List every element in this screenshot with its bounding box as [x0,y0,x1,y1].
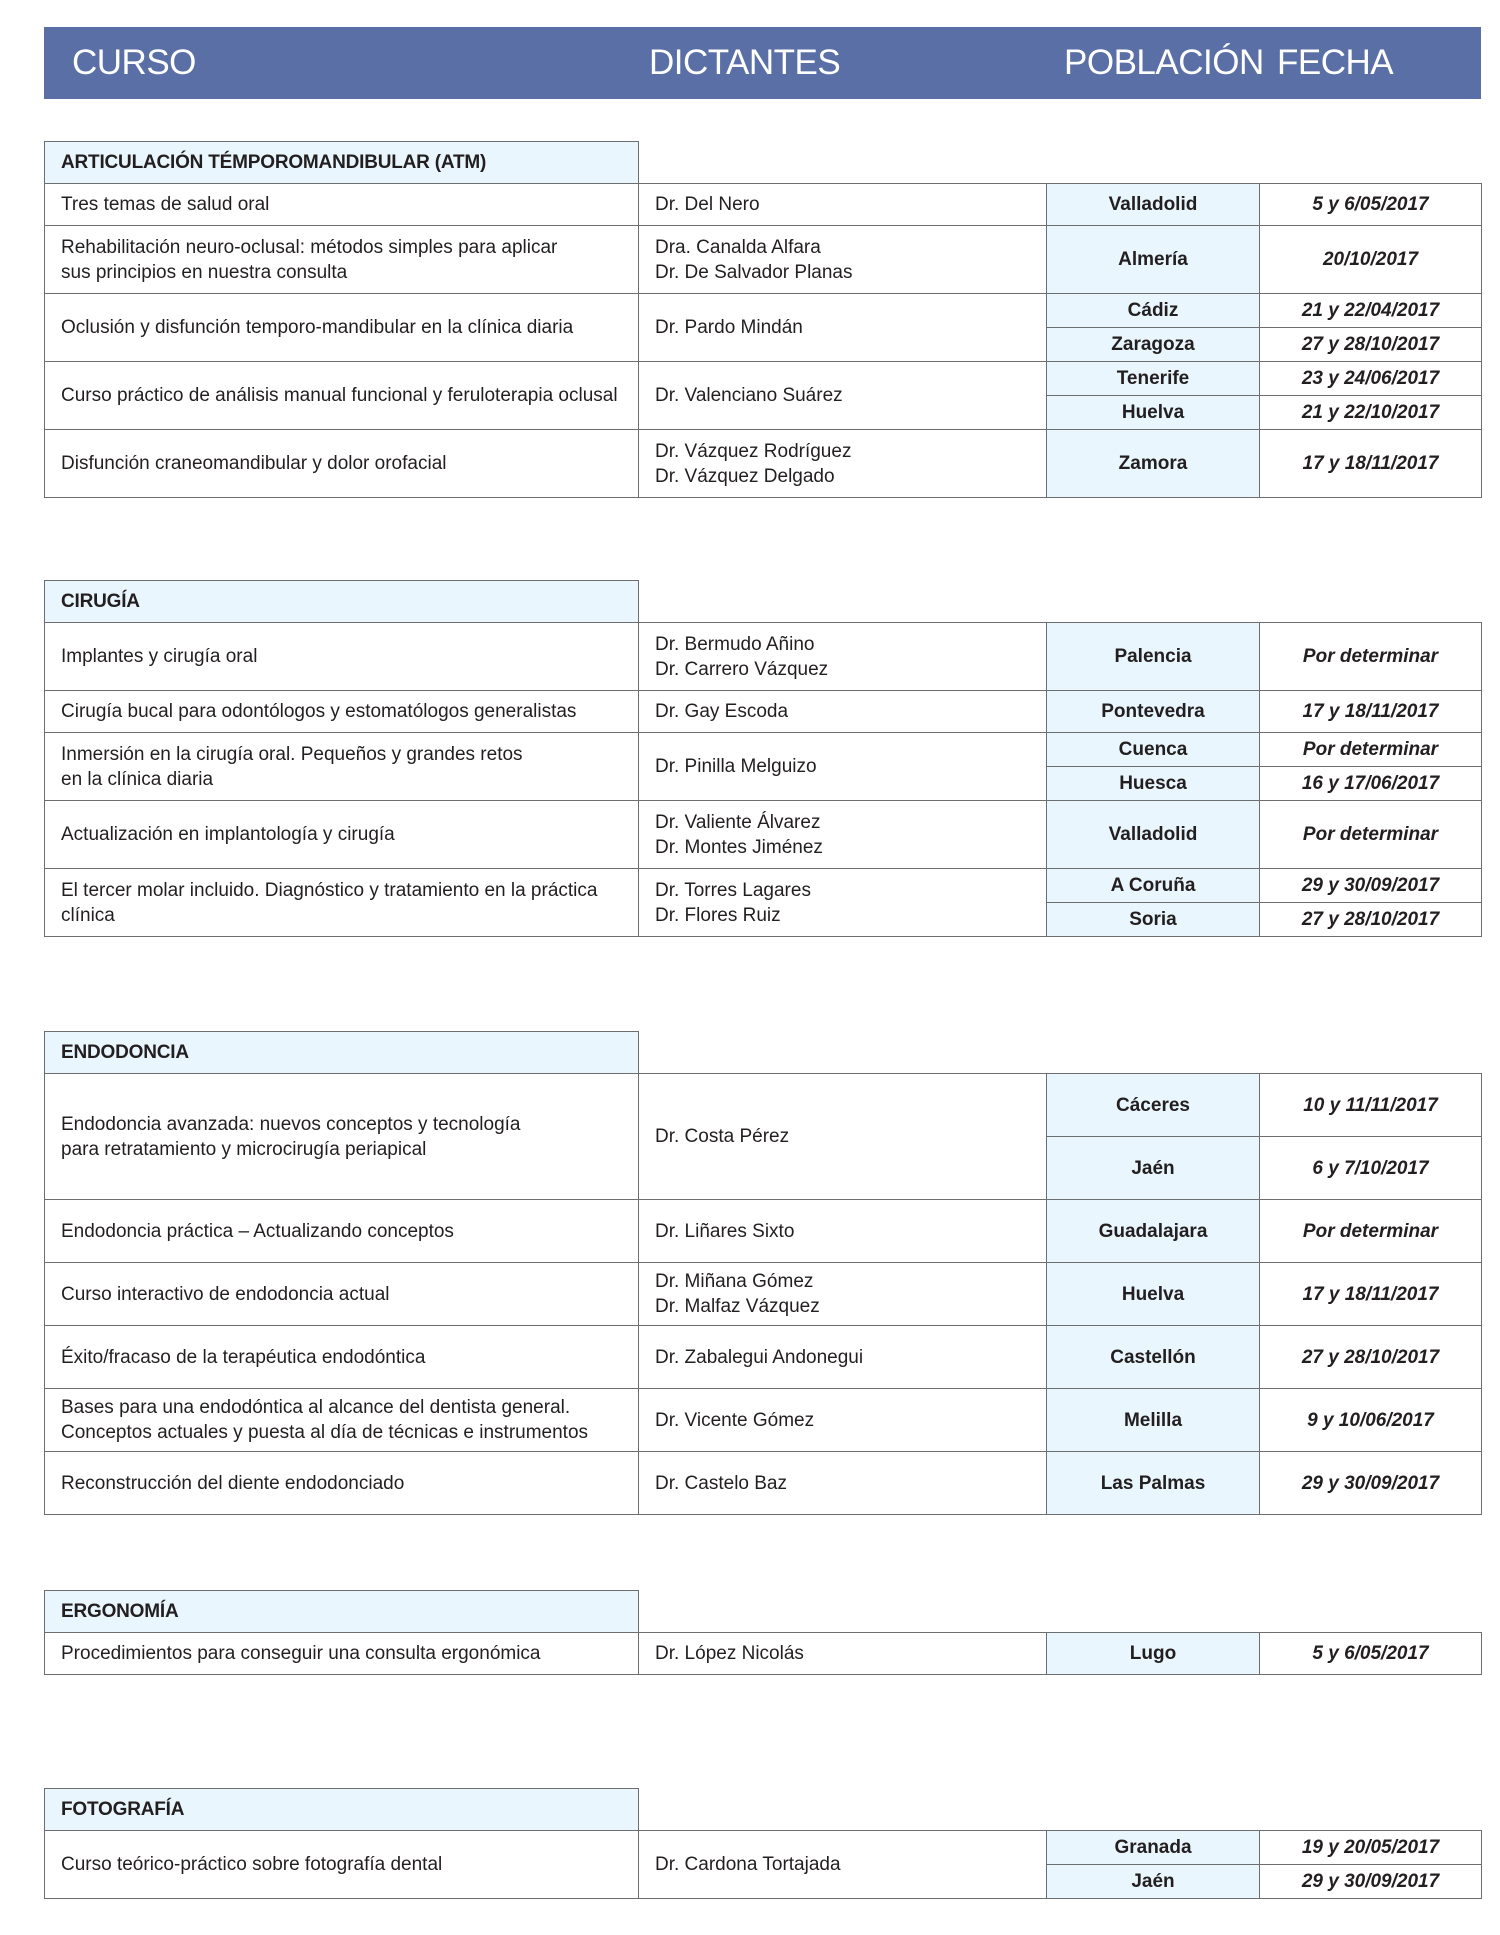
course-city: Granada [1047,1831,1260,1865]
course-date: Por determinar [1260,623,1482,691]
speaker-name: Dr. Liñares Sixto [655,1220,795,1242]
course-date: Por determinar [1260,801,1482,869]
course-section-table [44,1590,1482,1675]
course-date: 5 y 6/05/2017 [1260,1633,1482,1675]
table-row [45,623,1482,691]
course-city: Zaragoza [1047,328,1260,362]
course-date: 27 y 28/10/2017 [1260,1326,1482,1389]
course-name-line: Tres temas de salud oral [61,194,270,215]
course-name [45,801,639,869]
course-name-line: Rehabilitación neuro-oclusal: métodos simples para aplicar [61,236,558,258]
course-city: Jaén [1047,1865,1260,1899]
table-row [45,1200,1482,1263]
course-city: Huelva [1047,396,1260,430]
course-name [45,1074,639,1200]
speaker-name: Dr. Bermudo Añino [655,633,815,655]
section-title: FOTOGRAFÍA [45,1789,639,1831]
section-title: ENDODONCIA [45,1032,639,1074]
column-header-bar [44,27,1481,99]
table-row [45,801,1482,869]
table-row [45,430,1482,498]
course-name [45,184,639,226]
course-name-line: Endodoncia avanzada: nuevos conceptos y tecnología [61,1113,521,1135]
table-row [45,1633,1482,1675]
course-city: Soria [1047,903,1260,937]
course-city: Palencia [1047,623,1260,691]
section-title-spacer [639,581,1482,623]
speaker-name: Dr. Montes Jiménez [655,836,823,858]
speaker-name: Dr. Del Nero [655,194,760,215]
course-date: 17 y 18/11/2017 [1260,691,1482,733]
speaker-name: Dr. Vázquez Rodríguez [655,440,852,462]
course-date: 27 y 28/10/2017 [1260,328,1482,362]
course-speakers [639,1200,1047,1263]
course-speakers [639,733,1047,801]
course-name [45,1263,639,1326]
course-name-line: Reconstrucción del diente endodonciado [61,1472,405,1494]
course-date: Por determinar [1260,1200,1482,1263]
speaker-name: Dr. Pinilla Melguizo [655,756,817,777]
course-date: 23 y 24/06/2017 [1260,362,1482,396]
course-date: 5 y 6/05/2017 [1260,184,1482,226]
course-speakers [639,623,1047,691]
course-city: Zamora [1047,430,1260,498]
header-curso: CURSO [72,43,196,82]
course-city: Huesca [1047,767,1260,801]
table-row [45,1389,1482,1452]
course-speakers [639,430,1047,498]
course-date: 16 y 17/06/2017 [1260,767,1482,801]
course-name [45,226,639,294]
course-section-table [44,141,1482,498]
course-city: Huelva [1047,1263,1260,1326]
course-name-line: Disfunción craneomandibular y dolor orofacial [61,453,447,474]
course-city: Cáceres [1047,1074,1260,1137]
course-name-line: Curso interactivo de endodoncia actual [61,1283,390,1305]
course-city: Guadalajara [1047,1200,1260,1263]
course-name [45,623,639,691]
course-name [45,1452,639,1515]
course-name-line: El tercer molar incluido. Diagnóstico y tratamiento en la práctica [61,879,598,901]
course-name [45,733,639,801]
speaker-name: Dr. Gay Escoda [655,701,789,722]
speaker-name: Dr. Valiente Álvarez [655,811,821,833]
header-poblacion: POBLACIÓN [1064,43,1264,82]
speaker-name: Dr. Costa Pérez [655,1126,790,1147]
course-speakers [639,801,1047,869]
table-row [45,294,1482,328]
table-row [45,1452,1482,1515]
course-date: 27 y 28/10/2017 [1260,903,1482,937]
table-row [45,691,1482,733]
course-name [45,294,639,362]
speaker-name: Dr. López Nicolás [655,1643,804,1664]
course-name-line: para retratamiento y microcirugía periapical [61,1138,427,1160]
course-city: A Coruña [1047,869,1260,903]
course-date: 20/10/2017 [1260,226,1482,294]
course-city: Lugo [1047,1633,1260,1675]
course-date: Por determinar [1260,733,1482,767]
course-speakers [639,226,1047,294]
course-date: 29 y 30/09/2017 [1260,1452,1482,1515]
course-city: Melilla [1047,1389,1260,1452]
speaker-name: Dr. Valenciano Suárez [655,385,843,406]
course-section-table [44,580,1482,937]
speaker-name: Dr. Flores Ruiz [655,904,781,926]
speaker-name: Dr. Torres Lagares [655,879,811,901]
course-name-line: Endodoncia práctica – Actualizando conceptos [61,1220,454,1242]
course-date: 17 y 18/11/2017 [1260,430,1482,498]
course-speakers [639,1452,1047,1515]
course-city: Tenerife [1047,362,1260,396]
table-row [45,1074,1482,1137]
course-city: Valladolid [1047,184,1260,226]
course-name [45,430,639,498]
section-title-spacer [639,1591,1482,1633]
course-name-line: Cirugía bucal para odontólogos y estomatólogos generalistas [61,701,577,722]
course-name-line: Inmersión en la cirugía oral. Pequeños y grandes retos [61,743,523,765]
course-name-line: Procedimientos para conseguir una consulta ergonómica [61,1643,541,1664]
section-title-spacer [639,1789,1482,1831]
table-row [45,733,1482,767]
header-fecha: FECHA [1277,43,1394,82]
speaker-name: Dr. De Salvador Planas [655,261,853,283]
course-date: 19 y 20/05/2017 [1260,1831,1482,1865]
section-title-spacer [639,142,1482,184]
course-date: 21 y 22/04/2017 [1260,294,1482,328]
speaker-name: Dr. Miñana Gómez [655,1271,814,1292]
course-speakers [639,1831,1047,1899]
course-speakers [639,1633,1047,1675]
course-speakers [639,1389,1047,1452]
table-row [45,184,1482,226]
header-dictantes: DICTANTES [649,43,841,82]
table-row [45,1326,1482,1389]
course-date: 10 y 11/11/2017 [1260,1074,1482,1137]
course-date: 17 y 18/11/2017 [1260,1263,1482,1326]
course-city: Cuenca [1047,733,1260,767]
course-name [45,1633,639,1675]
section-title: CIRUGÍA [45,581,639,623]
section-title-spacer [639,1032,1482,1074]
course-name [45,1831,639,1899]
table-row [45,362,1482,396]
course-speakers [639,184,1047,226]
course-city: Castellón [1047,1326,1260,1389]
course-speakers [639,294,1047,362]
course-name [45,869,639,937]
course-city: Jaén [1047,1137,1260,1200]
speaker-name: Dr. Malfaz Vázquez [655,1296,820,1317]
course-city: Valladolid [1047,801,1260,869]
table-row [45,869,1482,903]
course-city: Almería [1047,226,1260,294]
course-name-line: sus principios en nuestra consulta [61,261,348,283]
course-speakers [639,691,1047,733]
course-name-line: Oclusión y disfunción temporo-mandibular en la clínica diaria [61,317,574,338]
course-city: Pontevedra [1047,691,1260,733]
course-city: Cádiz [1047,294,1260,328]
course-speakers [639,1326,1047,1389]
speaker-name: Dr. Cardona Tortajada [655,1854,841,1875]
course-date: 29 y 30/09/2017 [1260,869,1482,903]
speaker-name: Dr. Carrero Vázquez [655,658,829,680]
speaker-name: Dr. Castelo Baz [655,1472,787,1494]
course-name-line: Curso práctico de análisis manual funcional y feruloterapia oclusal [61,385,618,406]
course-date: 21 y 22/10/2017 [1260,396,1482,430]
course-speakers [639,1074,1047,1200]
speaker-name: Dr. Pardo Mindán [655,317,803,338]
speaker-name: Dr. Vicente Gómez [655,1409,815,1431]
course-section-table [44,1788,1482,1899]
course-date: 29 y 30/09/2017 [1260,1865,1482,1899]
speaker-name: Dr. Zabalegui Andonegui [655,1346,864,1368]
course-name-line: Actualización en implantología y cirugía [61,824,395,845]
course-name-line: Conceptos actuales y puesta al día de técnicas e instrumentos [61,1422,589,1443]
course-date: 6 y 7/10/2017 [1260,1137,1482,1200]
course-date: 9 y 10/06/2017 [1260,1389,1482,1452]
course-name-line: Implantes y cirugía oral [61,646,258,667]
speaker-name: Dr. Vázquez Delgado [655,465,835,487]
course-name [45,1389,639,1452]
course-name-line: Curso teórico-práctico sobre fotografía dental [61,1854,443,1875]
course-speakers [639,362,1047,430]
section-title: ERGONOMÍA [45,1591,639,1633]
course-name-line: Éxito/fracaso de la terapéutica endodóntica [61,1346,426,1368]
course-name [45,1326,639,1389]
course-section-table [44,1031,1482,1515]
course-name-line: Bases para una endodóntica al alcance del dentista general. [61,1397,571,1418]
course-city: Las Palmas [1047,1452,1260,1515]
course-name-line: clínica [61,904,115,926]
course-speakers [639,1263,1047,1326]
section-title: ARTICULACIÓN TÉMPOROMANDIBULAR (ATM) [45,142,639,184]
table-row [45,1831,1482,1865]
course-name [45,691,639,733]
course-name-line: en la clínica diaria [61,768,214,790]
course-name [45,1200,639,1263]
table-row [45,1263,1482,1326]
speaker-name: Dra. Canalda Alfara [655,236,821,258]
table-row [45,226,1482,294]
course-name [45,362,639,430]
course-speakers [639,869,1047,937]
